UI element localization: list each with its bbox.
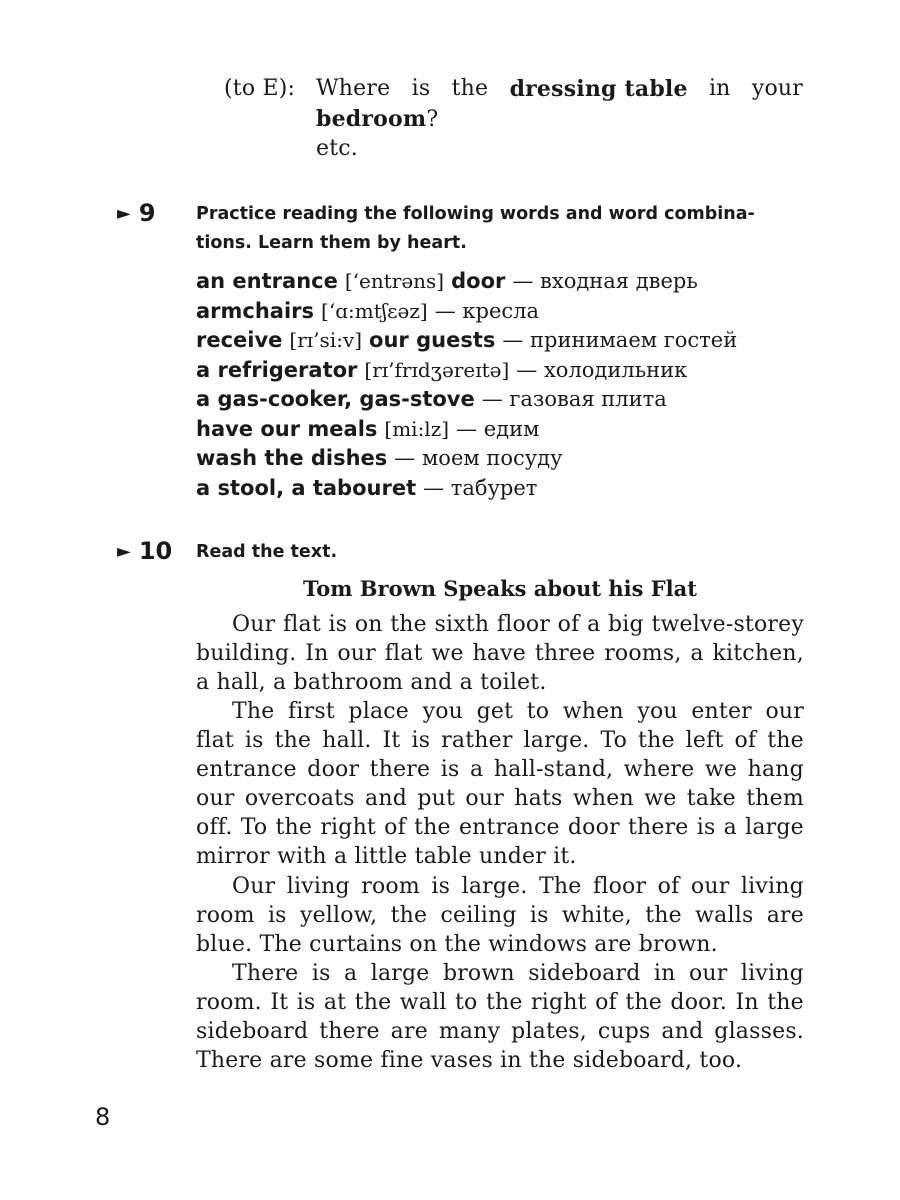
text-line: entrance door there is a hall-stand, where we hang	[196, 757, 804, 782]
vocab-english-extra: our guests	[369, 328, 496, 352]
page-number: 8	[95, 1103, 111, 1131]
text-line: mirror with a little table under it.	[196, 844, 577, 869]
vocab-transcription: [mi:lz]	[384, 416, 450, 441]
exercise-9-instruction-line-2: tions. Learn them by heart.	[196, 233, 467, 253]
exercise-9-instruction-line-1: Practice reading the following words and word combina-	[196, 204, 755, 224]
text-line: blue. The curtains on the windows are brown.	[196, 932, 718, 957]
vocab-item	[196, 325, 737, 356]
vocab-english-extra: door	[451, 269, 506, 293]
vocab-russian: — газовая плита	[481, 387, 667, 411]
vocab-transcription: [‘entrəns]	[344, 269, 445, 293]
vocab-item	[196, 473, 537, 504]
vocab-english-extra: , gas-stove	[344, 387, 475, 411]
vocab-english: receive	[196, 328, 283, 352]
vocab-russian: — входная дверь	[512, 269, 698, 293]
vocab-item	[196, 384, 667, 415]
text-line: room is yellow, the ceiling is white, the walls are	[196, 903, 804, 928]
vocab-english: have our meals	[196, 416, 378, 441]
text-line: building. In our flat we have three rooms, a kitchen,	[196, 641, 804, 666]
text-line: sideboard there are many plates, cups and glasses.	[196, 1019, 804, 1044]
text-line: There are some fine vases in the sideboard, too.	[196, 1048, 743, 1073]
vocab-russian: — холодильник	[516, 357, 688, 382]
triangle-pointer-icon: ►	[117, 203, 131, 224]
vocab-russian: — табурет	[423, 475, 538, 500]
vocab-item	[196, 414, 539, 445]
exercise-9-marker	[117, 198, 156, 231]
vocab-item	[196, 355, 687, 386]
vocab-transcription: [rɪ’frɪdʒəreɪtə]	[364, 357, 510, 382]
text-line: a hall, a bathroom and a toilet.	[196, 670, 547, 695]
vocab-russian: — моем посуду	[394, 446, 563, 470]
dialogue-speaker: (to E):	[224, 76, 296, 101]
vocab-item	[196, 443, 562, 474]
vocab-english: a gas-cooker	[196, 387, 345, 411]
text-line: our overcoats and put our hats when we take them	[196, 786, 804, 811]
vocab-english: armchairs	[196, 298, 315, 323]
vocab-english: wash the dishes	[196, 446, 388, 470]
text-line: The first place you get to when you enter our	[232, 699, 804, 724]
exercise-10-instruction: Read the text.	[196, 542, 338, 562]
dialogue-line-2: bedroom?	[316, 106, 439, 132]
vocab-russian: — принимаем гостей	[502, 328, 738, 352]
vocab-english-extra: , a tabouret	[276, 475, 417, 500]
vocab-english: a stool	[196, 475, 277, 500]
dialogue-line-1: Where is the dressing table in your	[316, 76, 803, 102]
text-title: Tom Brown Speaks about his Flat	[303, 576, 697, 601]
text-line: off. To the right of the entrance door there is a large	[196, 815, 804, 840]
exercise-9-number: 9	[138, 199, 156, 227]
vocab-english: a refrigerator	[196, 357, 358, 382]
text-line: room. It is at the wall to the right of the door. In the	[196, 990, 804, 1015]
vocab-english: an entrance	[196, 269, 338, 293]
text-line: flat is the hall. It is rather large. To the left of the	[196, 728, 804, 753]
vocab-transcription: [rɪ’si:v]	[289, 328, 363, 352]
dialogue-line-3: etc.	[316, 136, 358, 161]
text-line: There is a large brown sideboard in our living	[232, 961, 804, 986]
text-line: Our flat is on the sixth floor of a big twelve-storey	[232, 612, 804, 637]
vocab-item	[196, 296, 539, 327]
exercise-10-number: 10	[138, 537, 173, 565]
exercise-10-marker	[117, 536, 172, 569]
vocab-russian: — едим	[456, 416, 540, 441]
vocab-item	[196, 266, 698, 297]
vocab-transcription: [‘ɑ:mtʃɛəz]	[321, 298, 428, 323]
triangle-pointer-icon: ►	[117, 541, 131, 562]
text-line: Our living room is large. The floor of our living	[232, 874, 804, 899]
vocab-russian: — кресла	[434, 298, 540, 323]
